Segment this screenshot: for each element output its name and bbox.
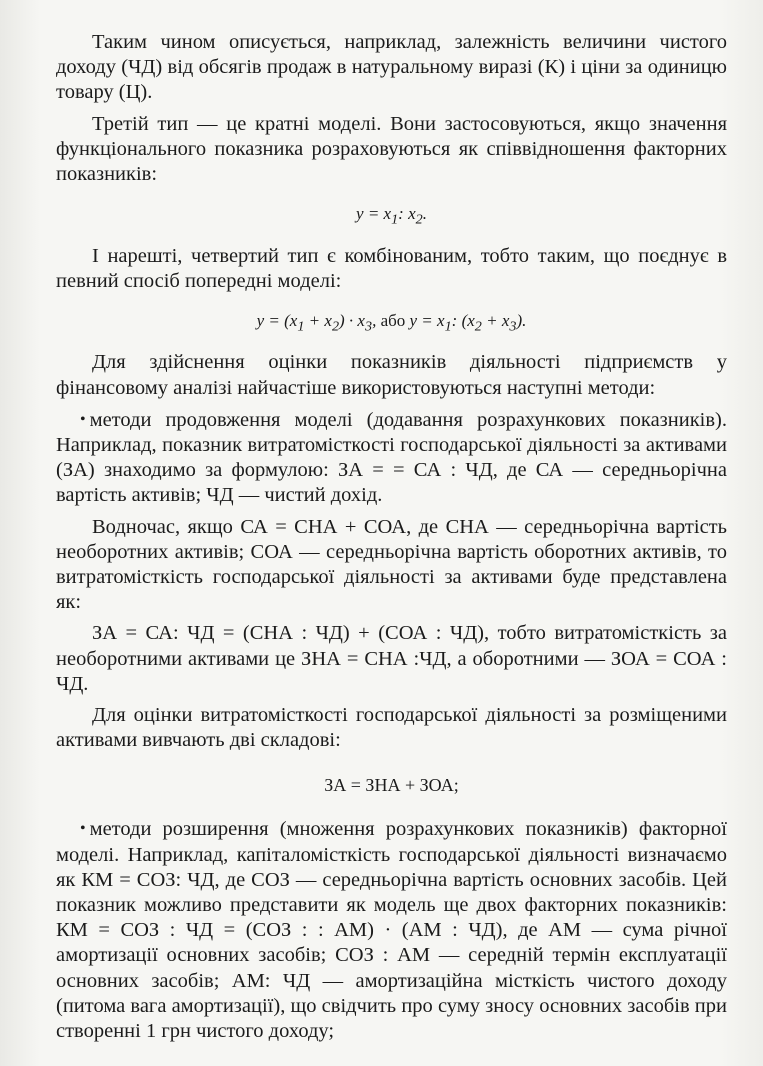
paragraph-2: Третій тип — це кратні моделі. Вони застосовуються, якщо значення функціонального показника розраховуються як співвідношення факторних показників: — [56, 112, 727, 186]
paragraph-5: Водночас, якщо СА = СНА + СОА, де СНА — середньорічна вартість необоротних активів; СОА — середньорічна вартість оборотних активів, то витратомісткість господарської діяльності за активами буде представлена як: — [56, 515, 727, 614]
formula-3: ЗА = ЗНА + ЗОА; — [324, 775, 459, 796]
paragraph-6: ЗА = СА: ЧД = (СНА : ЧД) + (СОА : ЧД), тобто витратомісткість за необоротними активами це ЗНА = СНА :ЧД, а оборотними — ЗОА = СОА : ЧД. — [56, 622, 727, 695]
bullet-marker: • — [80, 820, 86, 838]
paragraph-3: І нарешті, четвертий тип є комбінованим, тобто таким, що поєднує в певний спосіб попередні моделі: — [56, 244, 727, 292]
bullet-item-2: • методи розширення (множення розрахункових показників) факторної моделі. Наприклад, капіталомісткість господарської діяльності визначаємо як КМ = СОЗ: ЧД, де СОЗ — середньорічна вартість основних засобів. Цей показник можливо представити як модель ще двох факторних показників: КМ = СОЗ : ЧД = (СОЗ : : АМ) · (АМ : ЧД), де АМ — сума річної амортизації основних засобів; СОЗ : АМ — середній термін експлуатації основних засобів; АМ: ЧД — амортизаційна місткість чистого доходу (питома вага амортизації), що свідчить про суму зносу основних засобів при створенні 1 грн чистого доходу; — [56, 818, 727, 1043]
bullet-marker: • — [80, 410, 86, 428]
paragraph-4: Для здійснення оцінки показників діяльності підприємств у фінансовому аналізі найчастіше використовуються наступні методи: — [56, 351, 727, 399]
bullet-item-1: • методи продовження моделі (додавання розрахункових показників). Наприклад, показник витратомісткості господарської діяльності за активами (ЗА) знаходимо за формулою: ЗА = = СА : ЧД, де СА — середньорічна вартість активів; ЧД — чистий дохід. — [56, 408, 727, 507]
paragraph-1: Таким чином описується, наприклад, залежність величини чистого доходу (ЧД) від обсягів продаж в натуральному виразі (К) і ціни за одиницю товару (Ц). — [56, 31, 727, 104]
formula-2: $y = (x_1 + x_2) \cdot x_3$, або $y = x_1$: $(x_2 + x_3)$. — [256, 311, 527, 335]
paragraph-7: Для оцінки витратомісткості господарської діяльності за розміщеними активами вивчають дві складові: — [56, 704, 727, 752]
formula-1: $y = x_1$: $x_2$. — [356, 204, 427, 228]
